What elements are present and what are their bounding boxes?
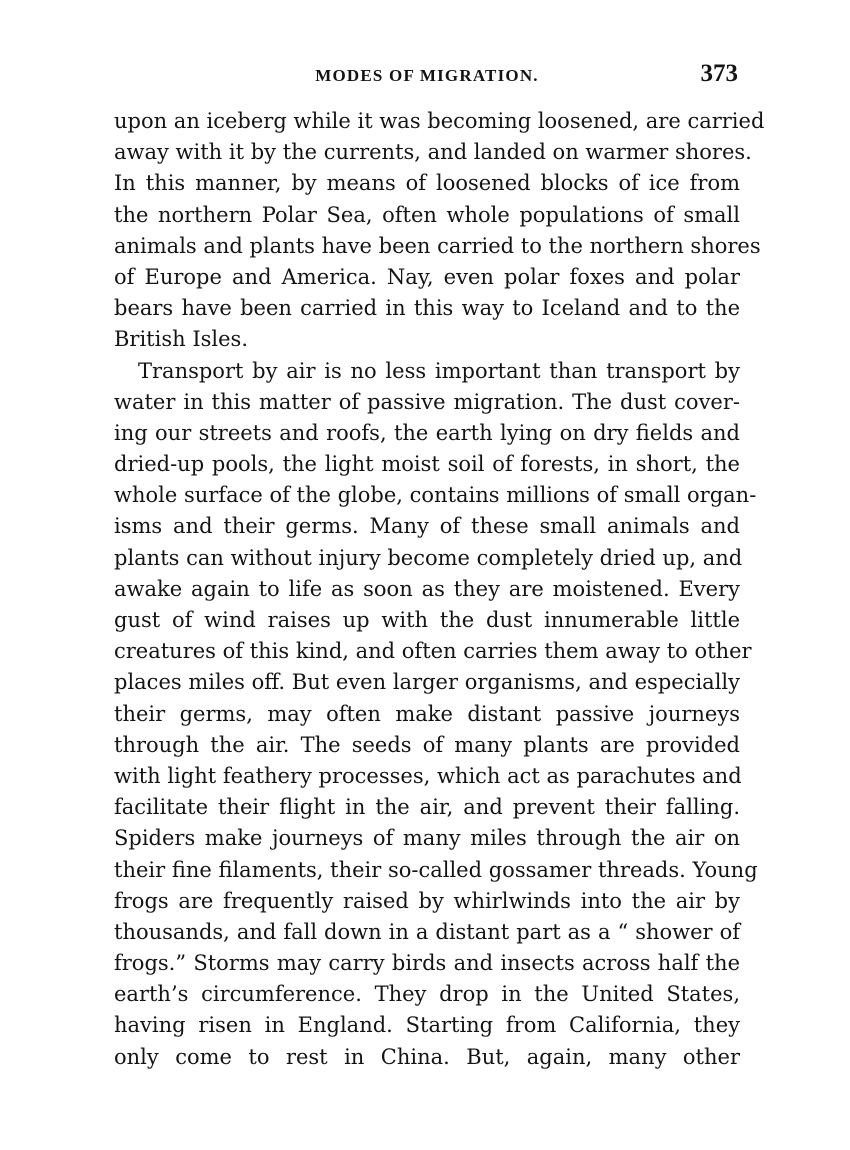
text-line: ing our streets and roofs, the earth lying on dry fields and [114,420,740,445]
text-line: In this manner, by means of loosened blocks of ice from [114,171,740,196]
text-line: water in this matter of passive migration. The dust cover- [114,389,740,414]
text-line: dried-up pools, the light moist soil of forests, in short, the [114,452,740,477]
text-line: upon an iceberg while it was becoming loosened, are carried [114,109,765,133]
text-line: frogs.” Storms may carry birds and insects across half the [114,951,740,976]
text-line: earth’s circumference. They drop in the United States, [114,982,740,1007]
running-title: MODES OF MIGRATION. [315,66,539,85]
text-line: plants can without injury become completely dried up, and [114,545,743,570]
text-line: through the air. The seeds of many plants are provided [114,732,740,757]
text-line: isms and their germs. Many of these small animals and [114,514,740,539]
text-line: animals and plants have been carried to the northern shores [114,233,761,258]
body-text [114,106,765,1073]
text-line: only come to rest in China. But, again, many other [114,1044,740,1069]
text-line: of Europe and America. Nay, even polar foxes and polar [114,264,740,289]
text-line: having risen in England. Starting from California, they [114,1013,740,1038]
text-line: gust of wind raises up with the dust innumerable little [114,608,740,632]
paragraph-start-line: Transport by air is no less important than transport by [138,358,740,383]
text-line: awake again to life as soon as they are moistened. Every [114,576,740,601]
text-line: Spiders make journeys of many miles through the air on [114,826,740,851]
page-number: 373 [700,60,738,87]
paragraph-end-line: British Isles. [114,327,248,352]
running-head [112,60,742,94]
text-line: bears have been carried in this way to Iceland and to the [114,296,740,321]
text-line: facilitate their flight in the air, and prevent their falling. [114,795,740,820]
text-line: creatures of this kind, and often carries them away to other [114,639,752,664]
text-line: the northern Polar Sea, often whole populations of small [114,202,740,227]
text-line: their fine filaments, their so-called gossamer threads. Young [114,857,758,882]
text-line: with light feathery processes, which act as parachutes and [114,763,742,788]
text-line: whole surface of the globe, contains millions of small organ- [114,483,757,508]
text-line: thousands, and fall down in a distant part as a “ shower of [114,919,740,944]
text-line: their germs, may often make distant passive journeys [114,701,740,726]
text-line: places miles off. But even larger organisms, and especially [114,670,740,695]
text-line: frogs are frequently raised by whirlwinds into the air by [114,888,740,913]
text-line: away with it by the currents, and landed on warmer shores. [114,140,752,165]
